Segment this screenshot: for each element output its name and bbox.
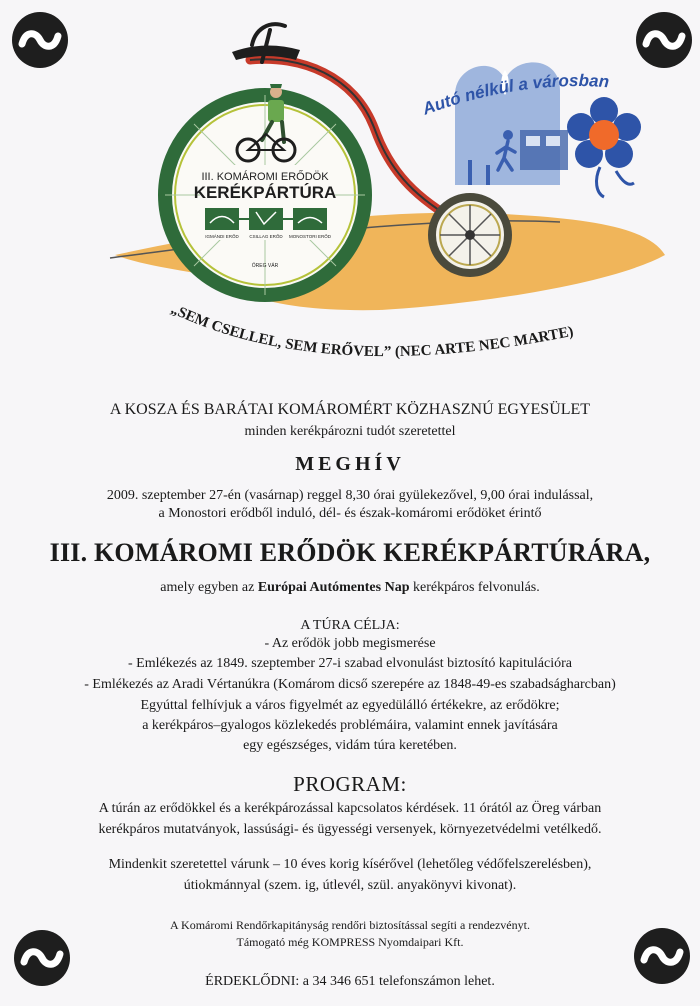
aims-line: - Az erődök jobb megismerése: [264, 636, 436, 651]
organizer-name: A KOSZA ÉS BARÁTAI KOMÁROMÉRT KÖZHASZNÚ EGYESÜLET: [109, 401, 591, 418]
event-subtitle: [0, 580, 700, 596]
police-note: A Komáromi Rendőrkapitányság rendőri biztosítással segíti a rendezvényt.: [170, 918, 530, 932]
program-line: kerékpáros mutatványok, lassúsági- és ügyességi versenyek, környezetvédelmi vetélkedő.: [98, 822, 602, 837]
aims-line: a kerékpáros–gyalogos közlekedés problémáira, valamint ennek javítására: [142, 718, 558, 733]
aims-line: Egyúttal felhívjuk a város figyelmét az egyedülálló értékekre, az erődökre;: [140, 698, 560, 713]
contact-line: ÉRDEKLŐDNI: a 34 346 651 telefonszámon lehet.: [205, 974, 495, 989]
route-line: a Monostori erődből induló, dél- és észak-komáromi erődöket érintő: [158, 506, 542, 521]
program-heading: PROGRAM:: [293, 772, 407, 796]
event-sub-bold: Európai Autómentes Nap: [257, 580, 410, 595]
flower-icon: [567, 97, 641, 197]
welcome-line: Mindenkit szeretettel várunk – 10 éves korig kísérővel (lehetőleg védőfelszerelésben),: [108, 857, 592, 872]
organizer-sub: minden kerékpározni tudót szeretettel: [244, 424, 456, 439]
fort-label: MONOSTORI ERŐD: [289, 234, 331, 239]
motto-text: „SEM CSELLEL, SEM ERŐVEL” (NEC ARTE NEC MARTE): [168, 301, 575, 361]
date-line: 2009. szeptember 27-én (vasárnap) reggel 8,30 órai gyülekezővel, 9,00 órai indulással,: [106, 488, 594, 503]
aims-line: egy egészséges, vidám túra keretében.: [243, 738, 457, 753]
fort-label: IGMÁNDI ERŐD: [205, 234, 239, 239]
fort-label: CSILLAG ERŐD: [249, 234, 283, 239]
logo-bottom-label: ÖREG VÁR: [251, 263, 279, 269]
event-title: III. KOMÁROMI ERŐDÖK KERÉKPÁRTÚRÁRA,: [49, 538, 651, 567]
car-free-logo-text: Autó nélkül a városban: [419, 71, 610, 119]
event-sub-prefix: amely egyben az: [160, 580, 258, 595]
program-line: A túrán az erődökkel és a kerékpározással kapcsolatos kérdések. 11 órától az Öreg várban: [98, 801, 602, 816]
invite-word: MEGHÍV: [295, 453, 405, 475]
aims-line: - Emlékezés az Aradi Vértanúkra (Komárom dicső szerepére az 1848-49-es szabadságharcban): [84, 677, 616, 692]
event-sub-suffix: kerékpáros felvonulás.: [409, 580, 540, 595]
aims-line: - Emlékezés az 1849. szeptember 27-i szabad elvonulást biztosító kapitulációra: [128, 656, 572, 671]
sponsor-note: Támogató még KOMPRESS Nyomdaipari Kft.: [236, 935, 464, 949]
header-illustration: [0, 0, 700, 395]
logo-event-line1: III. KOMÁROMI ERŐDÖK: [201, 171, 329, 183]
welcome-line: útiokmánnyal (szem. ig, útlevél, szül. anyakönyvi kivonat).: [183, 878, 517, 893]
logo-event-line2: KERÉKPÁRTÚRA: [193, 183, 337, 202]
aims-heading: A TÚRA CÉLJA:: [300, 618, 400, 633]
